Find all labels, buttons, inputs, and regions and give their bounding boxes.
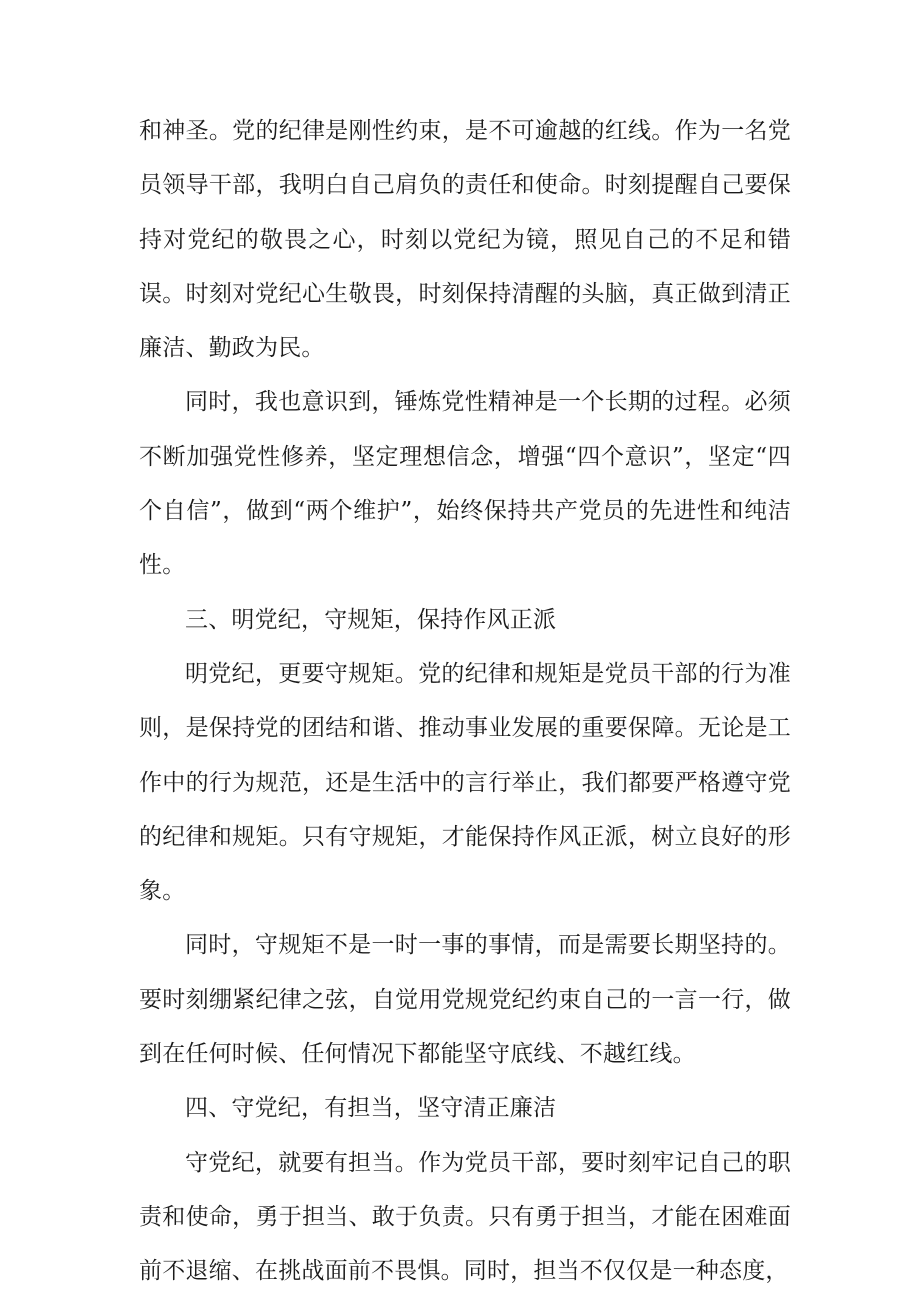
paragraph-continuation-party-discipline: 和神圣。党的纪律是刚性约束，是不可逾越的红线。作为一名党员领导干部，我明白自己肩负的责任和使命。时刻提醒自己要保持对党纪的敬畏之心，时刻以党纪为镜，照见自己的不足和错误。时刻对党纪心生敬畏，时刻保持清醒的头脑，真正做到清正廉洁、勤政为民。 [139,118,791,362]
paragraph-follow-rules: 明党纪，更要守规矩。党的纪律和规矩是党员干部的行为准则，是保持党的团结和谐、推动事业发展的重要保障。无论是工作中的行为规范，还是生活中的言行举止，我们都要严格遵守党的纪律和规矩。只有守规矩，才能保持作风正派，树立良好的形象。 [139,660,791,905]
section-heading-four: 四、守党纪，有担当，坚守清正廉洁 [185,1095,557,1122]
section-heading-three: 三、明党纪，守规矩，保持作风正派 [185,606,557,633]
paragraph-responsibility: 守党纪，就要有担当。作为党员干部，要时刻牢记自己的职责和使命，勇于担当、敢于负责。只有勇于担当，才能在困难面前不退缩、在挑战面前不畏惧。同时，担当不仅仅是一种态度， [139,1149,791,1285]
document-body [139,104,791,1299]
paragraph-long-term-rules: 同时，守规矩不是一时一事的事情，而是需要长期坚持的。要时刻绷紧纪律之弦，自觉用党规党纪约束自己的一言一行，做到在任何时候、任何情况下都能坚守底线、不越红线。 [139,932,791,1068]
paragraph-party-spirit: 同时，我也意识到，锤炼党性精神是一个长期的过程。必须不断加强党性修养，坚定理想信念，增强“四个意识”，坚定“四个自信”，做到“两个维护”，始终保持共产党员的先进性和纯洁性。 [139,389,791,579]
